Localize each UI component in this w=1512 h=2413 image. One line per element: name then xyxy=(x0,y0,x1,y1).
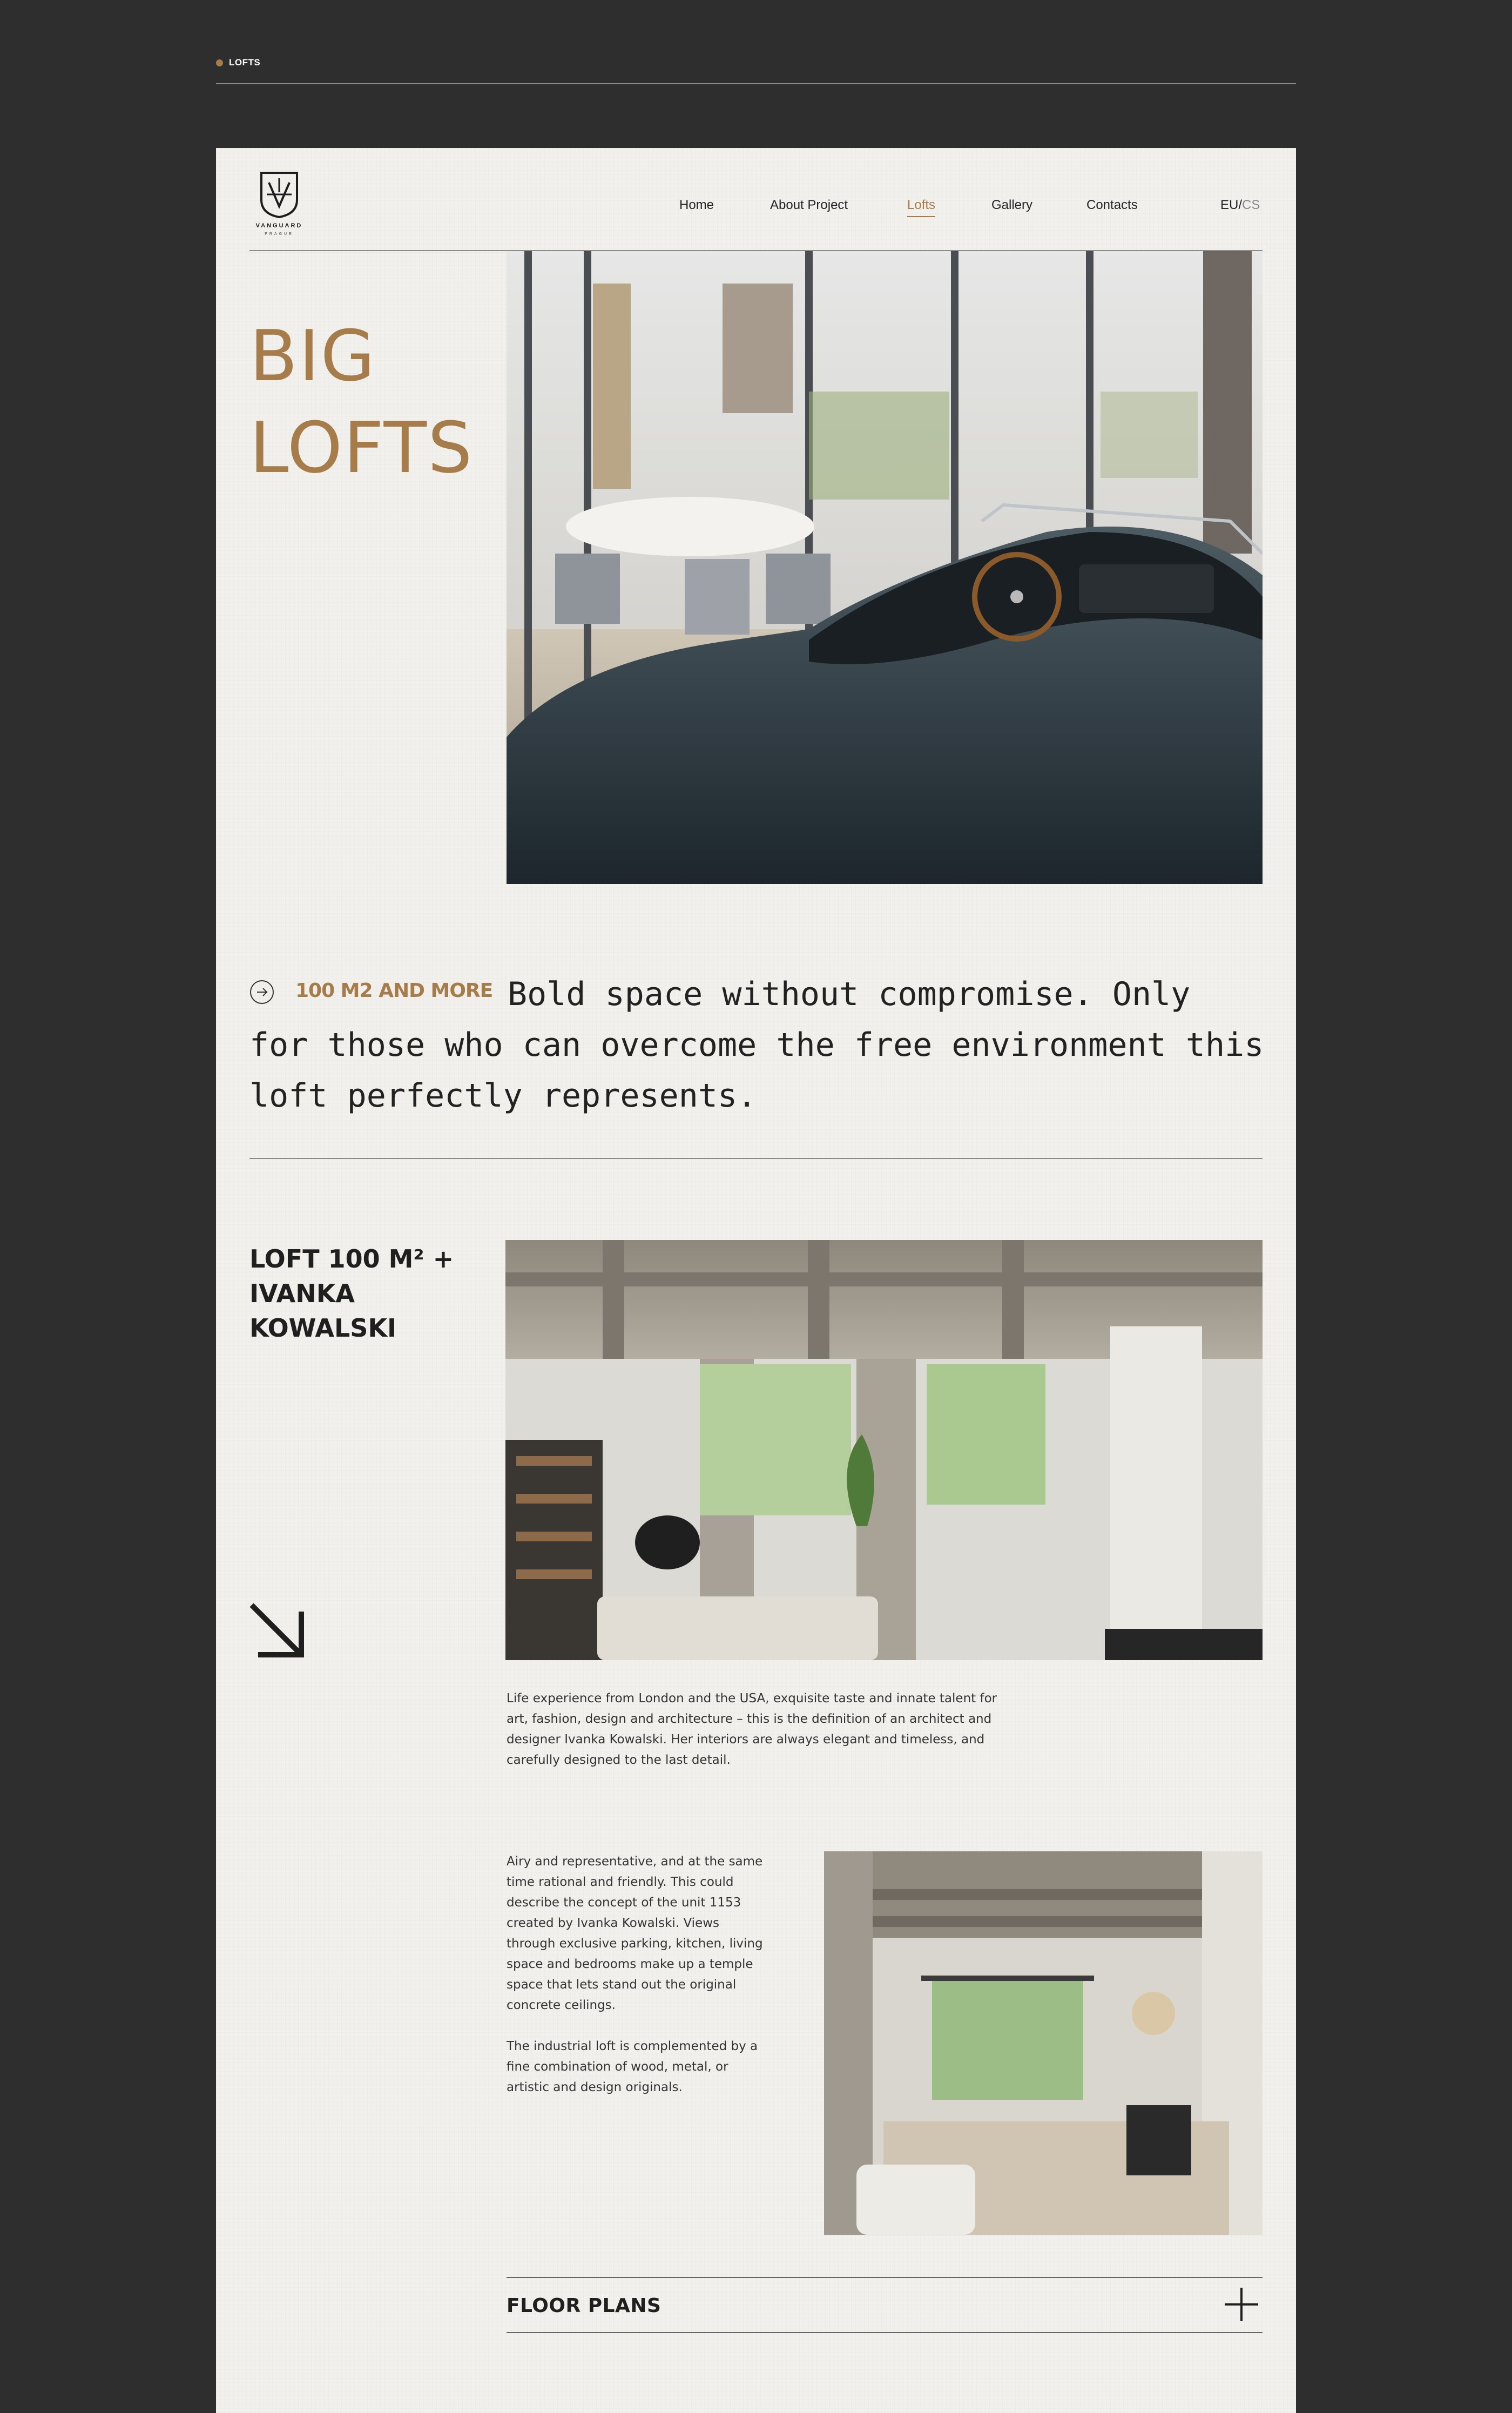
loft-description: Life experience from London and the USA, exquisite taste and innate talent for art, fashion, design and architecture – this is the definition of an architect and designer Ivanka Kowalski. Her interiors are always elegant and timeless, and carefully designed to the last detail. xyxy=(507,1691,997,1767)
lang-eu[interactable]: EU xyxy=(1220,198,1239,212)
breadcrumb xyxy=(216,54,1296,84)
floor-plans-bottom-rule xyxy=(507,2332,1263,2333)
logo-brand: VANGUARD xyxy=(255,223,303,229)
concept-paragraph-1: Airy and representative, and at the same time rational and friendly. This could describe the concept of the unit 1153 created by Ivanka Kowalski. Views through exclusive parking, kitchen, living space and bedrooms make up a temple space that lets stand out the original concrete ceilings. xyxy=(507,1855,763,2012)
loft-concept xyxy=(507,1851,766,2118)
main-nav xyxy=(216,198,1296,219)
breadcrumb-dot-icon xyxy=(216,59,223,66)
lang-separator: / xyxy=(1238,198,1243,212)
section-divider xyxy=(249,1158,1263,1159)
arrow-down-right-icon[interactable] xyxy=(247,1601,307,1660)
plus-icon[interactable] xyxy=(1224,2287,1259,2322)
floor-plans-top-rule xyxy=(507,2277,1263,2278)
concept-paragraph-2: The industrial loft is complemented by a fine combination of wood, metal, or artistic and design originals. xyxy=(507,2039,758,2094)
language-switch[interactable] xyxy=(1220,198,1260,213)
title-line-1: BIG xyxy=(249,315,376,397)
page-panel xyxy=(216,148,1296,2413)
nav-gallery[interactable]: Gallery xyxy=(991,198,1033,212)
nav-lofts[interactable]: Lofts xyxy=(907,198,936,212)
hero-image xyxy=(507,251,1263,884)
loft-living-room-image xyxy=(505,1240,1263,1660)
breadcrumb-label[interactable]: LOFTS xyxy=(229,57,261,68)
nav-home[interactable]: Home xyxy=(679,198,714,212)
loft-title: LOFT 100 M² + IVANKA KOWALSKI xyxy=(249,1244,454,1343)
tagline-label: 100 M2 AND MORE xyxy=(295,980,493,1002)
nav-about-project[interactable]: About Project xyxy=(770,198,848,212)
loft-interior-image xyxy=(824,1851,1263,2235)
title-line-2: LOFTS xyxy=(249,407,474,489)
nav-contacts[interactable]: Contacts xyxy=(1086,198,1138,212)
tagline-text: Bold space without compromise. Only for those who can overcome the free environment this loft perfectly represents. xyxy=(249,975,1264,1115)
logo-sub: PRAGUE xyxy=(265,232,294,236)
lang-cs[interactable]: CS xyxy=(1242,198,1260,212)
floor-plans-label[interactable]: FLOOR PLANS xyxy=(507,2295,662,2317)
page-title xyxy=(249,310,474,494)
